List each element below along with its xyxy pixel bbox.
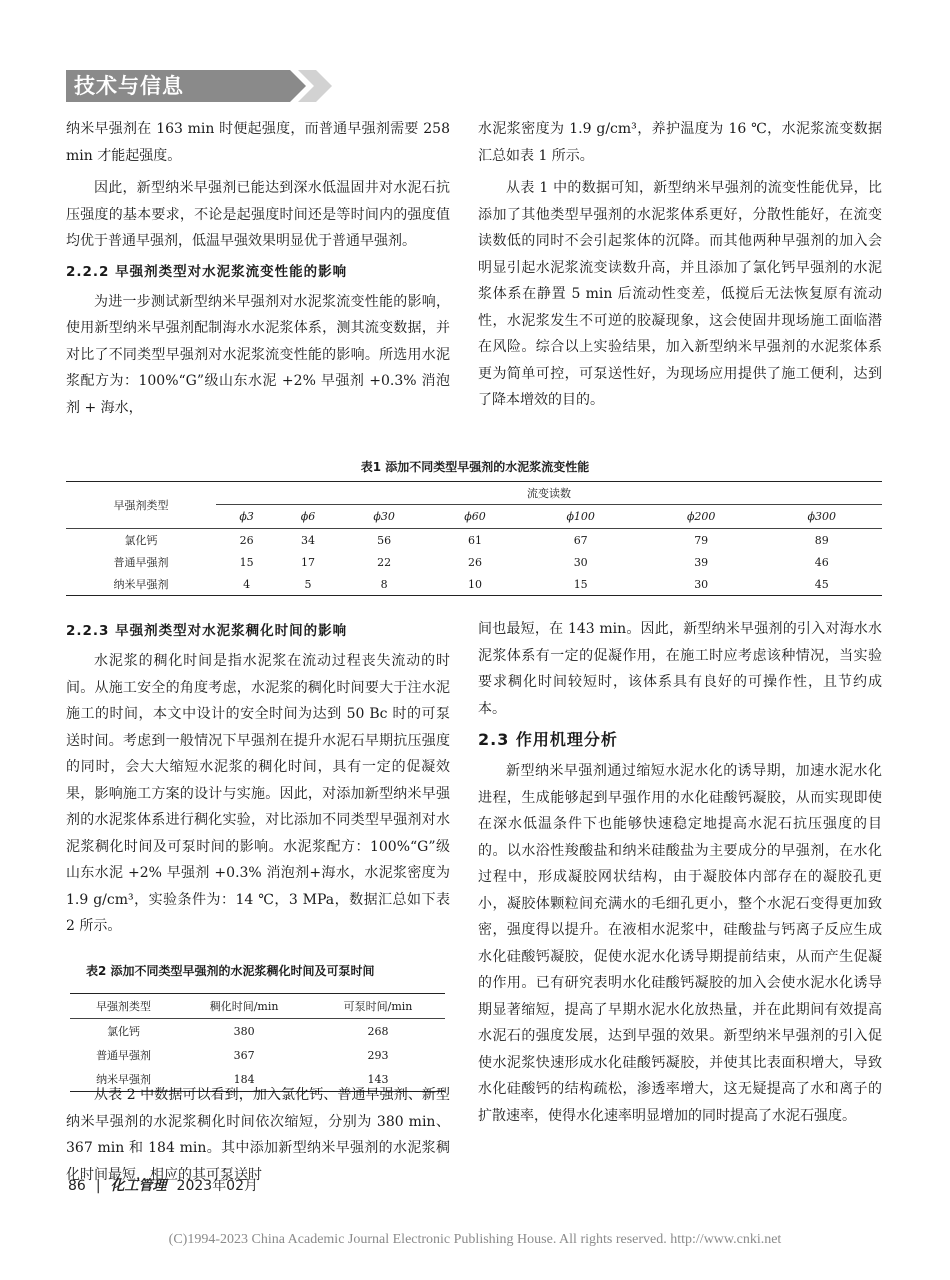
table-cell: 79 (694, 533, 709, 547)
right-column-bottom (478, 616, 882, 1129)
section-title: 技术与信息 (74, 74, 184, 98)
paragraph: 从表 1 中的数据可知，新型纳米早强剂的流变性能优异，比添加了其他类型早强剂的水泥浆体系更好，分散性能好，在流变读数低的同时不会引起浆体的沉降。而其他两种早强剂的加入会明显引起水泥浆流变读数升高，并且添加了氯化钙早强剂的水泥浆体系在静置 5 min 后流动性变差，低搅后无法恢复原有流动性，水泥浆发生不可逆的胶凝现象，这会使固井现场施工面临潜在风险。综合以上实验结果，加入新型纳米早强剂的水泥浆体系更为简单可控，可泵送性好，为现场应用提供了施工便利，达到了降本增效的目的。 (478, 180, 882, 408)
table2 (70, 993, 445, 1092)
issue-date: 2023年02月 (176, 1178, 258, 1194)
table-cell: 89 (814, 533, 829, 547)
table-row (66, 573, 882, 596)
table-cell: 30 (573, 555, 588, 569)
left-column-end (66, 1082, 450, 1188)
page-number: 86 (68, 1178, 86, 1194)
table-cell: 纳米早强剂 (96, 1073, 152, 1086)
left-column-top (66, 116, 450, 421)
footer-separator: | (95, 1178, 101, 1194)
table-cell: 56 (377, 533, 392, 547)
table-cell: 46 (814, 555, 829, 569)
table-cell: 氯化钙 (124, 534, 158, 547)
table-cell: 普通早强剂 (113, 556, 169, 569)
paragraph: 新型纳米早强剂通过缩短水泥水化的诱导期，加速水泥水化进程，生成能够起到早强作用的水化硅酸钙凝胶，从而实现即使在深水低温条件下也能够快速稳定地提高水泥石抗压强度的目的。以水浴性羧酸盐和纳米硅酸盐为主要成分的早强剂，在水化过程中，形成凝胶网状结构，由于凝胶体内部存在的凝胶孔更小，凝胶体颗粒间充满水的毛细孔更小，整个水泥石变得更加致密，强度得以提升。在液相水泥浆中，硅酸盐与钙离子反应生成水化硅酸钙凝胶，促使水泥水化诱导期提前结束，从而产生促凝的作用。已有研究表明水化硅酸钙凝胶的加入会使水泥水化诱导期显著缩短，提高了早期水泥水化放热量，并在此期间有效提高水泥石的强度发展，达到早强的效果。新型纳米早强剂的引入促使水泥浆快速形成水化硅酸钙凝胶，并使其比表面积增大，导致水化硅酸钙的结构疏松，渗透率增大，这无疑提高了水和离子的扩散速率，使得水化速率明显增加的同时提高了水泥石强度。 (478, 763, 882, 1124)
table-cell: 34 (300, 533, 315, 547)
table1-col-header: ϕ300 (761, 505, 882, 529)
table-cell: 10 (467, 577, 482, 591)
table-cell: 39 (694, 555, 709, 569)
table-cell: 45 (814, 577, 829, 591)
table-cell: 17 (300, 555, 315, 569)
copyright-watermark: (C)1994-2023 China Academic Journal Electronic Publishing House. All rights reserved. http://www.cnki.net (168, 1232, 782, 1247)
table1-col-header: ϕ60 (430, 505, 521, 529)
table-cell: 30 (694, 577, 709, 591)
table-row (70, 1019, 445, 1044)
table2-col-header: 稠化时间/min (177, 994, 311, 1019)
paragraph: 水泥浆密度为 1.9 g/cm³，养护温度为 16 ℃，水泥浆流变数据汇总如表 1 所示。 (478, 121, 882, 164)
paragraph: 纳米早强剂在 163 min 时便起强度，而普通早强剂需要 258 min 才能起强度。 (66, 121, 450, 164)
table1-caption: 表1 添加不同类型早强剂的水泥浆流变性能 (360, 460, 590, 474)
table1-col-header: ϕ100 (520, 505, 641, 529)
table-cell: 8 (380, 577, 388, 591)
table2-caption: 表2 添加不同类型早强剂的水泥浆稠化时间及可泵时间 (86, 964, 375, 978)
table-cell: 22 (377, 555, 392, 569)
table-row (66, 529, 882, 552)
table-cell: 普通早强剂 (96, 1049, 152, 1062)
table-row (66, 551, 882, 573)
table1-group-header: 流变读数 (216, 482, 882, 505)
page-footer (68, 1175, 258, 1195)
table-cell: 26 (467, 555, 482, 569)
section-heading-2-2-2: 2.2.2 早强剂类型对水泥浆流变性能的影响 (66, 263, 348, 280)
right-column-top (478, 116, 882, 414)
table-cell: 15 (239, 555, 254, 569)
paragraph: 从表 2 中数据可以看到，加入氯化钙、普通早强剂、新型纳米早强剂的水泥浆稠化时间依次缩短，分别为 380 min、367 min 和 184 min。其中添加新型纳米早强剂的水泥浆稠化时间最短，相应的其可泵送时 (66, 1087, 450, 1183)
table-cell: 5 (304, 577, 312, 591)
paragraph: 因此，新型纳米早强剂已能达到深水低温固井对水泥石抗压强度的基本要求，不论是起强度时间还是等时间内的强度值均优于普通早强剂，低温早强效果明显优于普通早强剂。 (66, 180, 450, 249)
table-cell: 4 (243, 577, 251, 591)
table2-col-header: 可泵时间/min (311, 994, 445, 1019)
table1-col-header: ϕ200 (641, 505, 762, 529)
table-cell: 380 (233, 1024, 255, 1038)
table-cell: 67 (573, 533, 588, 547)
table2-col-header: 早强剂类型 (70, 994, 177, 1019)
table-cell: 26 (239, 533, 254, 547)
section-heading-2-2-3: 2.2.3 早强剂类型对水泥浆稠化时间的影响 (66, 623, 348, 639)
paragraph: 间也最短，在 143 min。因此，新型纳米早强剂的引入对海水水泥浆体系有一定的促凝作用，在施工时应考虑该种情况，当实验要求稠化时间较短时，该体系具有良好的可操作性，且节约成本。 (478, 621, 882, 717)
table-cell: 367 (233, 1048, 255, 1062)
table1-col-header: ϕ30 (339, 505, 430, 529)
paragraph: 为进一步测试新型纳米早强剂对水泥浆流变性能的影响，使用新型纳米早强剂配制海水水泥浆体系，测其流变数据，并对比了不同类型早强剂对水泥浆流变性能的影响。所选用水泥浆配方为：100%“G”级山东水泥 +2% 早强剂 +0.3% 消泡剂 + 海水， (66, 293, 450, 416)
table-cell: 184 (233, 1072, 255, 1086)
table-cell: 143 (367, 1072, 389, 1086)
table-cell: 纳米早强剂 (113, 578, 169, 591)
table-cell: 氯化钙 (107, 1025, 141, 1038)
table1-col-header: ϕ3 (216, 505, 277, 529)
table-row (70, 1043, 445, 1067)
table-cell: 293 (367, 1048, 389, 1062)
journal-logo: 化工管理 (110, 1178, 167, 1194)
table-cell: 268 (367, 1024, 389, 1038)
table-cell: 15 (573, 577, 588, 591)
table1-row-header: 早强剂类型 (113, 499, 169, 512)
table1 (66, 481, 882, 596)
left-column-bottom (66, 614, 450, 940)
paragraph: 水泥浆的稠化时间是指水泥浆在流动过程丧失流动的时间。从施工安全的角度考虑，水泥浆的稠化时间要大于注水泥施工的时间，本文中设计的安全时间为达到 50 Bc 时的可泵送时间。考虑到一般情况下早强剂在提升水泥石早期抗压强度的同时，会大大缩短水泥浆的稠化时间，具有一定的促凝效果，影响施工方案的设计与实施。因此，对添加新型纳米早强剂的水泥浆体系进行稠化实验，对比添加不同类型早强剂对水泥浆稠化时间及可泵时间的影响。水泥浆配方：100%“G”级山东水泥 +2% 早强剂 +0.3% 消泡剂+海水，水泥浆密度为 1.9 g/cm³，实验条件为：14 ℃，3 MPa，数据汇总如下表 2 所示。 (66, 653, 450, 934)
section-heading-2-3: 2.3 作用机理分析 (478, 730, 618, 749)
table-cell: 61 (467, 533, 482, 547)
table1-col-header: ϕ6 (277, 505, 338, 529)
